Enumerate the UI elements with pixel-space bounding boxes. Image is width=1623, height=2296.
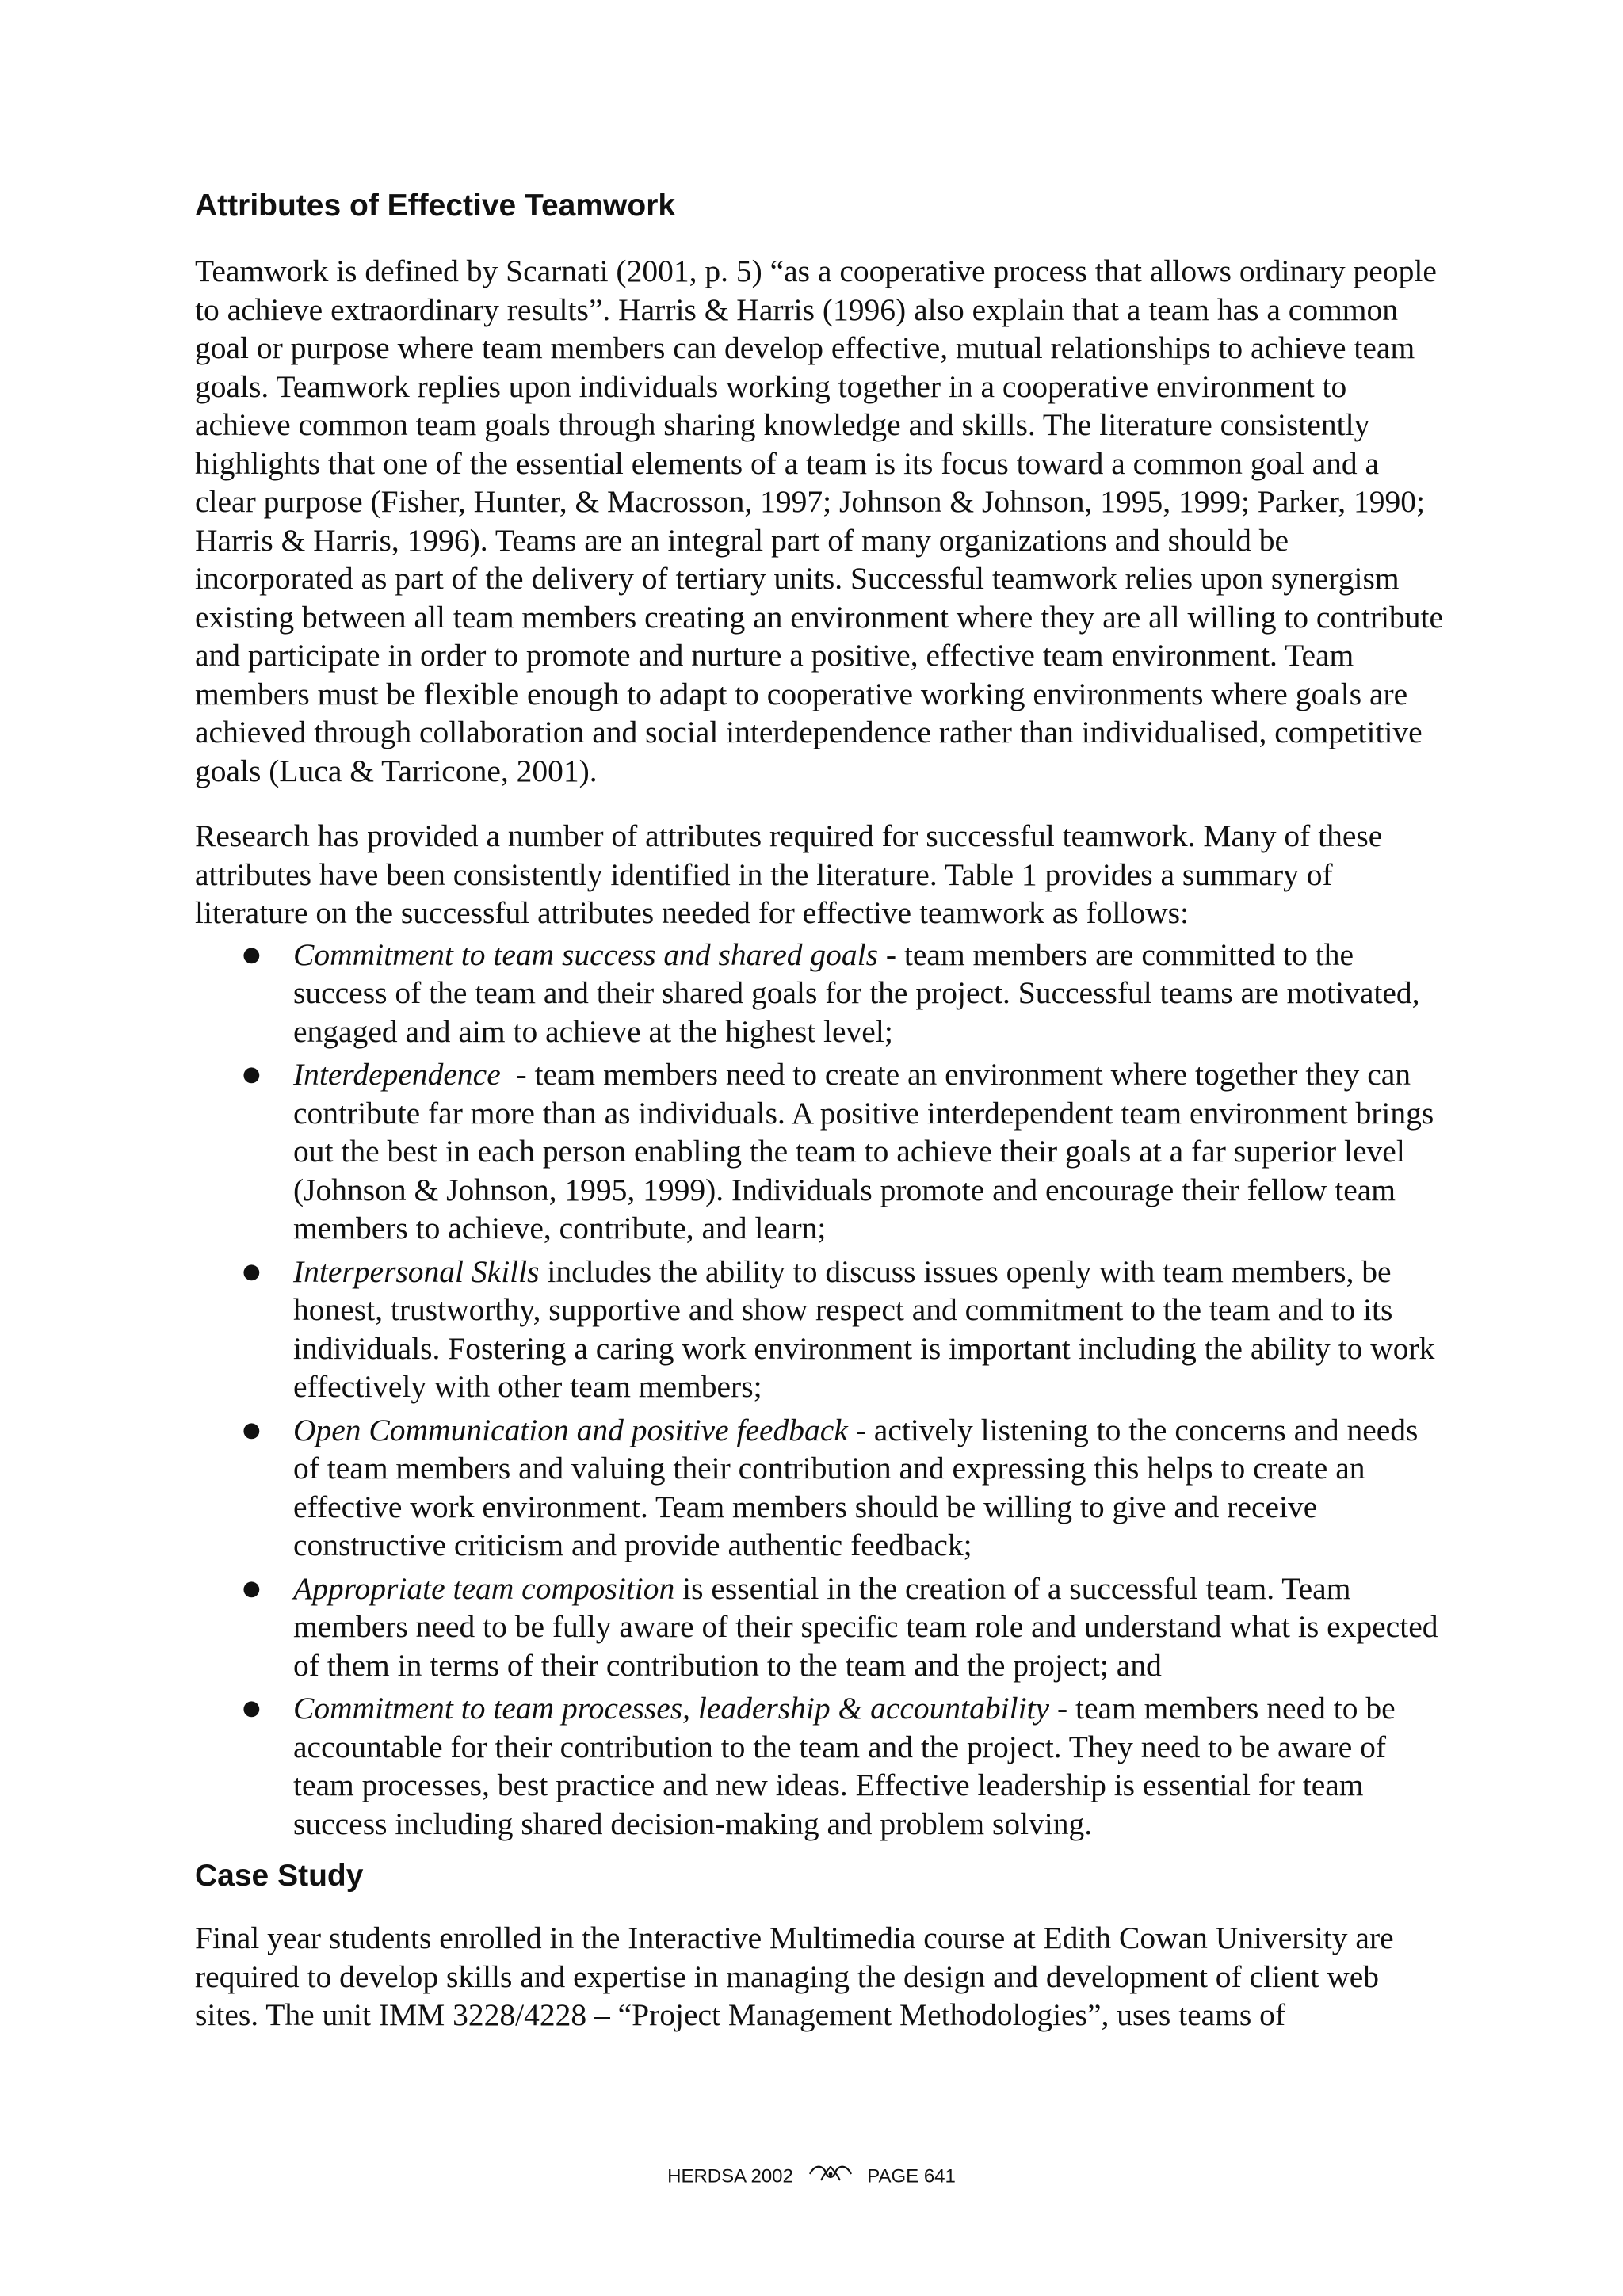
list-item — [242, 1689, 1447, 1843]
footer-page-number: PAGE 641 — [867, 2165, 956, 2187]
list-item-text: - team members need to be accountable for their contribution to the team and the project. They need to be aware of team processes, best practice and new ideas. Effective leadership is essential for team success including shared decision-making and problem solving. — [293, 1691, 1396, 1841]
list-item-text: includes the ability to discuss issues openly with team members, be honest, trustworthy, supportive and show respect and commitment to the team and to its individuals. Fostering a caring work environment is important including the ability to work effectively with other team members; — [293, 1253, 1435, 1404]
list-item — [242, 1055, 1447, 1248]
bullet-icon: ● — [242, 1417, 261, 1442]
list-item — [242, 936, 1447, 1051]
page-body — [195, 187, 1447, 2035]
bullet-icon: ● — [242, 1576, 261, 1600]
footer-conference: HERDSA 2002 — [667, 2165, 793, 2187]
bullet-icon: ● — [242, 1062, 261, 1086]
list-item — [242, 1411, 1447, 1565]
list-item-term: Interpersonal Skills — [293, 1253, 540, 1289]
list-item — [242, 1569, 1447, 1685]
list-item-term: Open Communication and positive feedback - — [293, 1412, 866, 1447]
paragraph-case-study: Final year students enrolled in the Interactive Multimedia course at Edith Cowan University are required to develop skills and expertise in managing the design and development of client web sites. The unit IMM 3228/4228 – “Project Management Methodologies”, uses teams of — [195, 1920, 1394, 2032]
list-item-term: Appropriate team composition — [293, 1570, 675, 1606]
list-item — [242, 1253, 1447, 1406]
bullet-icon: ● — [242, 1696, 261, 1720]
heading-attributes-of-effective-teamwork: Attributes of Effective Teamwork — [195, 189, 676, 223]
page-footer — [0, 2163, 1623, 2191]
list-item-text: - team members need to create an environment where together they can contribute far more than as individuals. A positive interdependent team environment brings out the best in each person enabling the team to achieve their goals at a far superior level (Johnson & Johnson, 1995, 1999). Individuals promote and encourage their fellow team members to achieve, contribute, and learn; — [293, 1057, 1442, 1245]
list-item-text: is essential in the creation of a successful team. Team members need to be fully aware of their specific team role and understand what is expected of them in terms of their contribution to the team and the project; and — [293, 1570, 1438, 1683]
list-item-text: actively listening to the concerns and needs of team members and valuing their contribution and expressing this helps to create an effective work environment. Team members should be willing to give and receive constructive criticism and provide authentic feedback; — [293, 1412, 1419, 1562]
paragraph-teamwork-definition: Teamwork is defined by Scarnati (2001, p. 5) “as a cooperative process that allows ordinary people to achieve extraordinary results”. Harris & Harris (1996) also explain that a team has a common goal or purpose where team members can develop effective, mutual relationships to achieve team goals. Teamwork replies upon individuals working together in a cooperative environment to achieve common team goals through sharing knowledge and skills. The literature consistently highlights that one of the essential elements of a team is its focus toward a common goal and a clear purpose (Fisher, Hunter, & Macrosson, 1997; Johnson & Johnson, 1995, 1999; Parker, 1990; Harris & Harris, 1996). Teams are an integral part of many organizations and should be incorporated as part of the delivery of tertiary units. Successful teamwork relies upon synergism existing between all team members creating an environment where they are all willing to contribute and participate in order to promote and nurture a positive, effective team environment. Team members must be flexible enough to adapt to cooperative working environments where goals are achieved through collaboration and social interdependence rather than individualised, competitive goals (Luca & Tarricone, 2001). — [195, 254, 1444, 788]
bullet-icon: ● — [242, 942, 261, 967]
list-item-term: Commitment to team success and shared goals — [293, 936, 879, 972]
ornament-icon — [807, 2163, 854, 2191]
attributes-bullet-list — [195, 936, 1447, 1844]
heading-case-study: Case Study — [195, 1859, 364, 1893]
list-item-term: Commitment to team processes, leadership & accountability — [293, 1691, 1050, 1726]
list-item-term: Interdependence — [293, 1057, 501, 1092]
bullet-icon: ● — [242, 1259, 261, 1283]
paragraph-research-attributes: Research has provided a number of attributes required for successful teamwork. Many of these attributes have been consistently identified in the literature. Table 1 provides a summary of literature on the successful attributes needed for effective teamwork as follows: — [195, 818, 1383, 930]
list-item-text: - team members are committed to the success of the team and their shared goals for the project. Successful teams are motivated, engaged and aim to achieve at the highest level; — [293, 936, 1420, 1049]
